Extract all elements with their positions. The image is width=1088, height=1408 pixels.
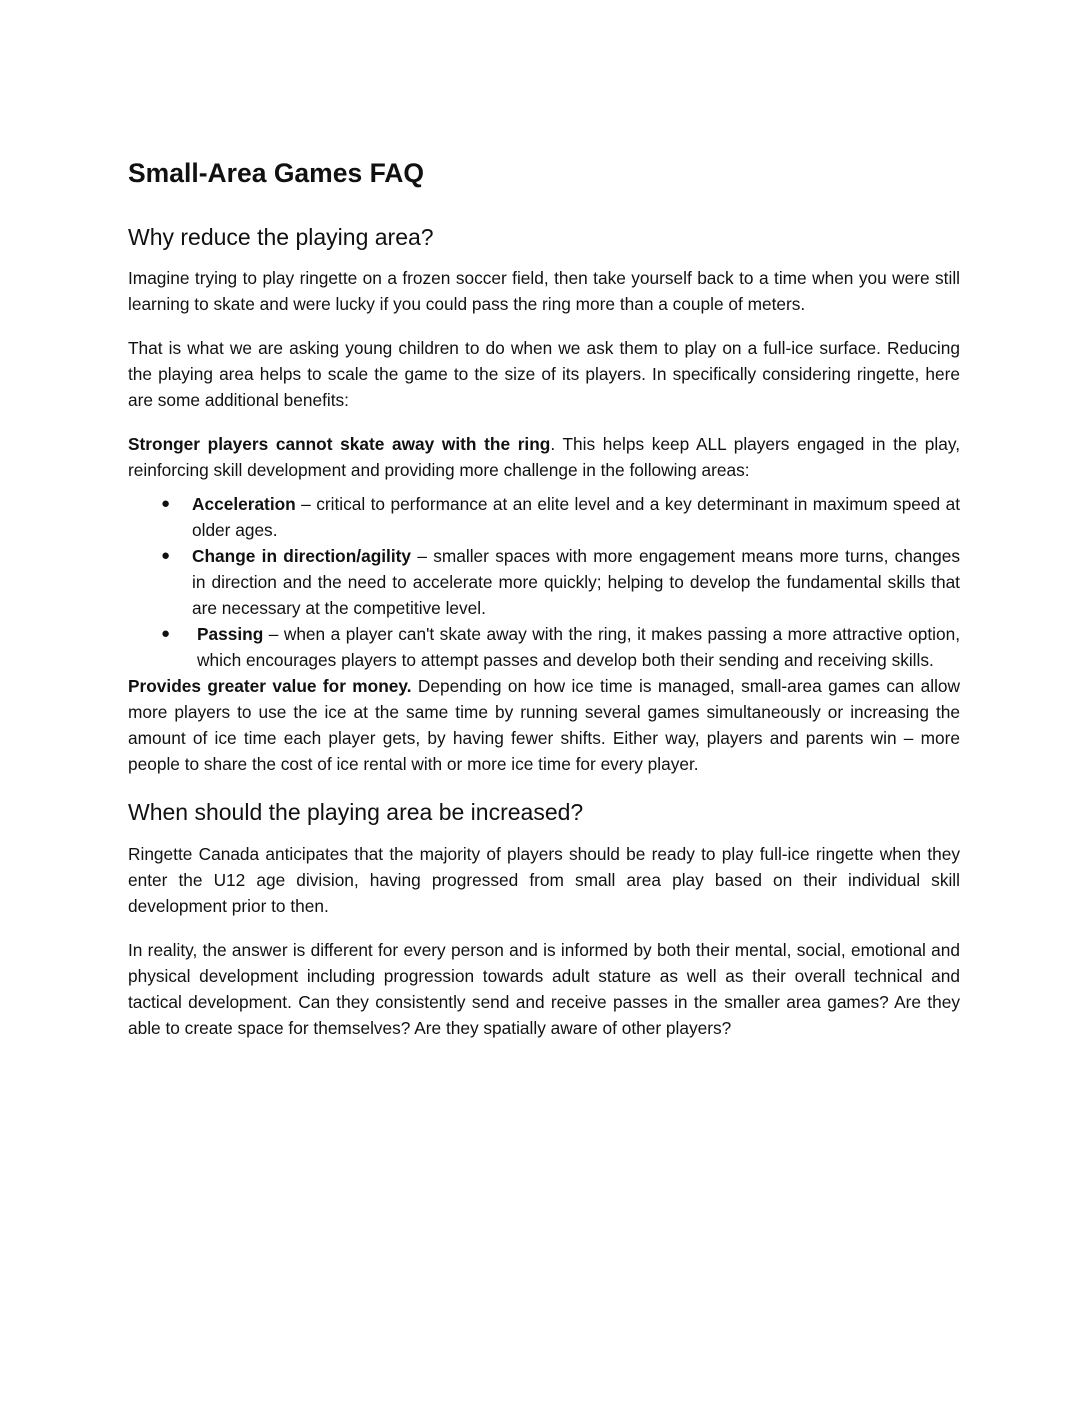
section-heading-why-reduce: Why reduce the playing area? <box>128 223 434 250</box>
list-item-change-direction <box>128 543 960 621</box>
list-item-text: – when a player can't skate away with the ring, it makes passing a more attractive option, which encourages players to attempt passes and develop both their sending and receiving skills. <box>197 624 960 671</box>
bullet-icon: ● <box>161 495 171 513</box>
paragraph: That is what we are asking young children to do when we ask them to play on a full-ice surface. Reducing the playing area helps to scale the game to the size of its players. In specifically considering ringette, here are some additional benefits: <box>128 338 960 411</box>
paragraph-value-for-money <box>128 673 960 777</box>
list-item-term: Acceleration <box>192 494 296 515</box>
bold-lead: Provides greater value for money. <box>128 676 412 697</box>
paragraph: Imagine trying to play ringette on a frozen soccer field, then take yourself back to a time when you were still learning to skate and were lucky if you could pass the ring more than a couple of meters. <box>128 268 960 315</box>
document-page <box>128 158 960 1059</box>
list-item-text: – critical to performance at an elite level and a key determinant in maximum speed at older ages. <box>192 494 960 541</box>
list-item-term: Change in direction/agility <box>192 546 412 567</box>
list-item-passing <box>128 621 960 673</box>
list-item-term: Passing <box>197 624 264 645</box>
page-title: Small-Area Games FAQ <box>128 158 425 188</box>
list-item-acceleration <box>128 491 960 543</box>
list-item-text: – smaller spaces with more engagement means more turns, changes in direction and the need to accelerate more quickly; helping to develop the fundamental skills that are necessary at the competitive level. <box>192 546 960 619</box>
benefits-list <box>128 491 960 673</box>
paragraph-text: . This helps keep ALL players engaged in the play, reinforcing skill development and providing more challenge in the following areas: <box>128 434 960 481</box>
bold-lead: Stronger players cannot skate away with the ring <box>128 434 551 455</box>
section-heading-when-increase: When should the playing area be increased? <box>128 799 584 826</box>
paragraph: Ringette Canada anticipates that the majority of players should be ready to play full-ice ringette when they enter the U12 age division, having progressed from small area play based on their individual skill development prior to then. <box>128 843 960 916</box>
bullet-icon: ● <box>161 547 171 565</box>
bullet-icon: ● <box>161 625 171 643</box>
paragraph-text: Depending on how ice time is managed, small-area games can allow more players to use the ice at the same time by running several games simultaneously or increasing the amount of ice time each player gets, by having fewer shifts. Either way, players and parents win – more people to share the cost of ice rental with or more ice time for every player. <box>128 676 960 775</box>
paragraph: In reality, the answer is different for every person and is informed by both their mental, social, emotional and physical development including progression towards adult stature as well as their overall technical and tactical development. Can they consistently send and receive passes in the smaller area games? Are they able to create space for themselves? Are they spatially aware of other players? <box>128 939 960 1038</box>
paragraph-stronger-players <box>128 431 960 483</box>
